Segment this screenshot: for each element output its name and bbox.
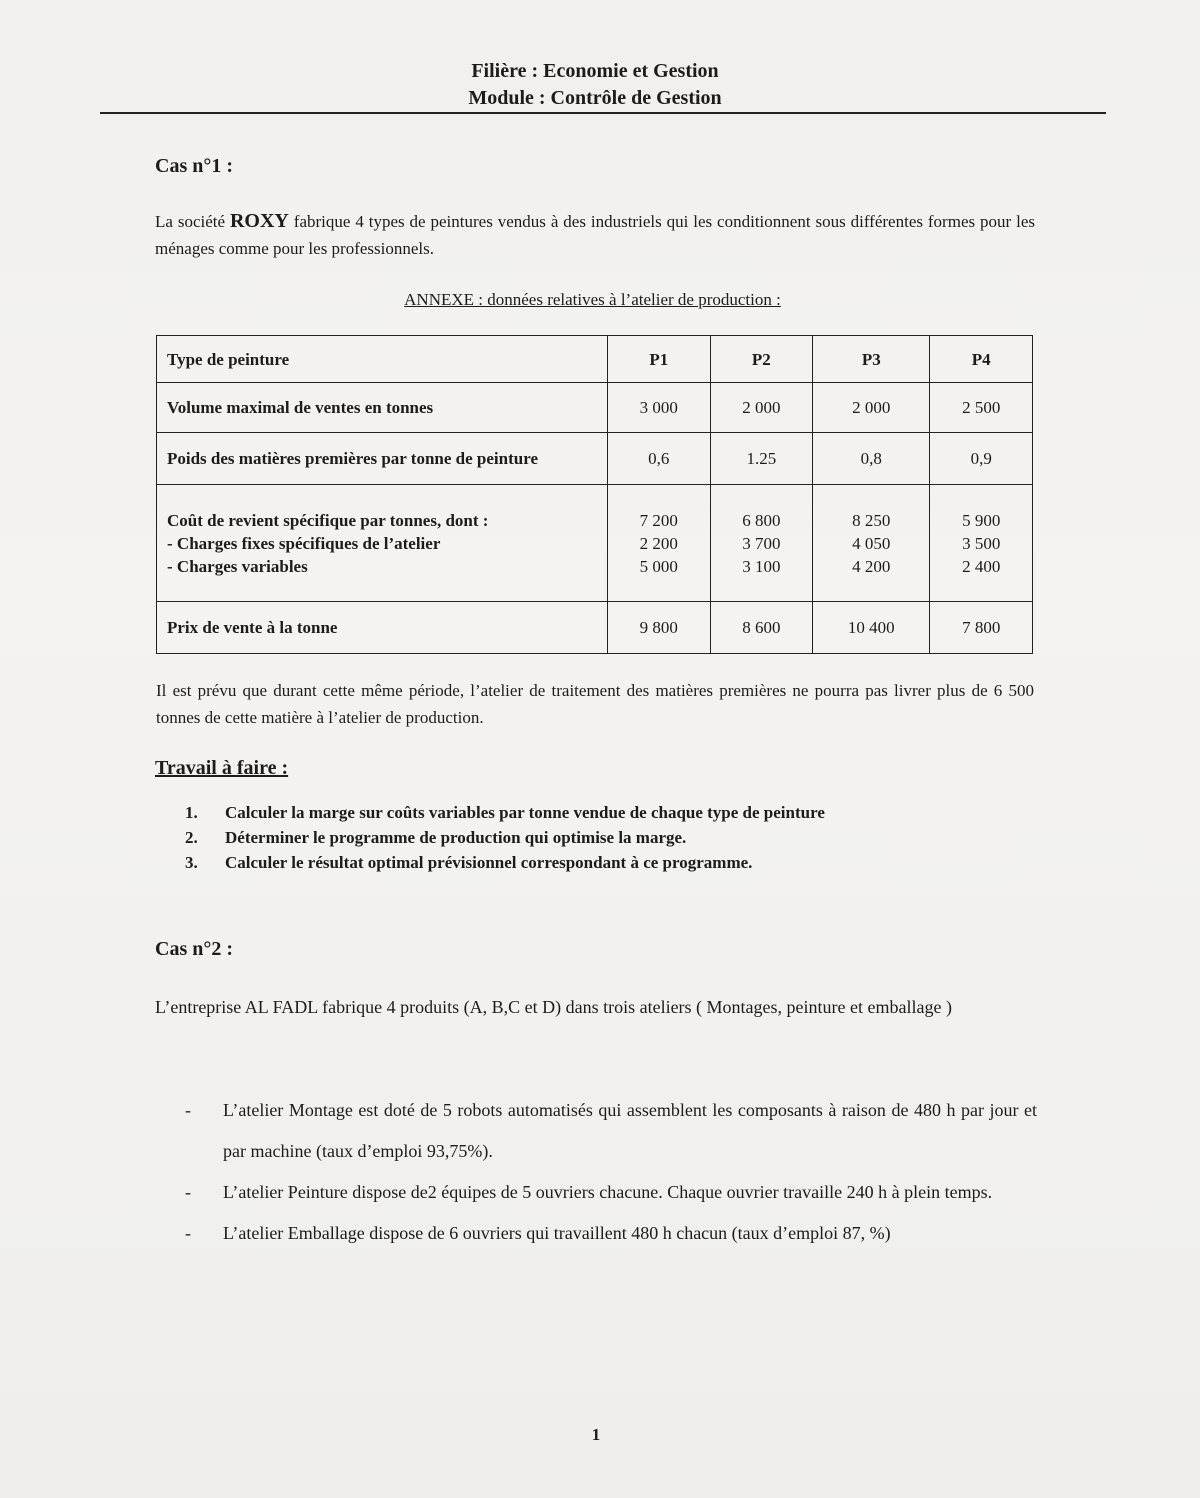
cas1-title: Cas n°1 : — [155, 155, 234, 177]
cas2-bullet-list — [185, 1090, 1037, 1254]
cout-value: 7 200 — [639, 510, 678, 530]
variables-value: 2 400 — [962, 556, 1001, 576]
table-cell — [813, 485, 930, 602]
task-text: Calculer le résultat optimal prévisionnel correspondant à ce programme. — [225, 853, 753, 872]
intro-before: La société — [155, 212, 230, 231]
task-number: 1. — [185, 803, 198, 822]
production-table — [156, 335, 1033, 654]
document-header — [0, 58, 1190, 112]
list-item — [185, 1172, 1037, 1213]
cout-label: Coût de revient spécifique par tonnes, dont : — [167, 510, 489, 530]
task-number: 2. — [185, 828, 198, 847]
company-name: ROXY — [229, 210, 289, 232]
fixes-value: 2 200 — [639, 533, 678, 553]
table-cell — [608, 485, 711, 602]
bullet-dash: - — [185, 1182, 191, 1202]
table-cell: 0,6 — [608, 433, 711, 485]
task-number: 3. — [185, 853, 198, 872]
variables-value: 3 100 — [742, 556, 781, 576]
table-header-row — [157, 336, 1033, 383]
table-cell: 0,8 — [813, 433, 930, 485]
table-cell: 10 400 — [813, 602, 930, 654]
table-cell: 8 600 — [710, 602, 813, 654]
table-cell: P2 — [710, 336, 813, 383]
cout-value: 5 900 — [962, 510, 1001, 530]
cas2-title: Cas n°2 : — [155, 938, 234, 960]
table-cell: Poids des matières premières par tonne de peinture — [157, 433, 608, 485]
table-cell: P3 — [813, 336, 930, 383]
task-text: Déterminer le programme de production qui optimise la marge. — [225, 828, 687, 847]
cas2-intro: L’entreprise AL FADL fabrique 4 produits (A, B,C et D) dans trois ateliers ( Montages, peinture et emballage ) — [155, 997, 952, 1017]
table-cell: Type de peinture — [157, 336, 608, 383]
fixes-value: 4 050 — [852, 533, 891, 553]
cout-value: 6 800 — [742, 510, 781, 530]
cas1-note: Il est prévu que durant cette même période, l’atelier de traitement des matières premières ne pourra pas livrer plus de 6 500 tonnes de cette matière à l’atelier de production. — [156, 681, 1034, 727]
bullet-text: L’atelier Montage est doté de 5 robots automatisés qui assemblent les composants à raison de 480 h par jour et par machine (taux d’emploi 93,75%). — [223, 1100, 1037, 1161]
table-cell — [157, 485, 608, 602]
table-cell: 1.25 — [710, 433, 813, 485]
cout-value: 8 250 — [852, 510, 891, 530]
variables-value: 5 000 — [639, 556, 678, 576]
table-cell: 3 000 — [608, 383, 711, 433]
table-row — [157, 433, 1033, 485]
table-cell — [930, 485, 1033, 602]
variables-value: 4 200 — [852, 556, 891, 576]
list-item — [185, 850, 825, 875]
table-cell: 2 000 — [710, 383, 813, 433]
module-line: Module : Contrôle de Gestion — [468, 87, 722, 109]
variables-label: - Charges variables — [167, 556, 308, 576]
page-number: 1 — [591, 1425, 601, 1444]
table-cell: P1 — [608, 336, 711, 383]
table-cell — [710, 485, 813, 602]
table-cell: 7 800 — [930, 602, 1033, 654]
filiere-line: Filière : Economie et Gestion — [471, 60, 719, 82]
table-row — [157, 485, 1033, 602]
bullet-text: L’atelier Peinture dispose de2 équipes de 5 ouvriers chacune. Chaque ouvrier travaille 240 h à plein temps. — [223, 1182, 993, 1202]
bullet-dash: - — [185, 1100, 191, 1120]
table-cell: 2 000 — [813, 383, 930, 433]
table-cell: Volume maximal de ventes en tonnes — [157, 383, 608, 433]
table-cell: 9 800 — [608, 602, 711, 654]
travail-title: Travail à faire : — [155, 757, 289, 779]
intro-after: fabrique 4 types de peintures vendus à des industriels qui les conditionnent sous différentes formes pour les ménages comme pour les professionnels. — [155, 212, 1035, 258]
bullet-dash: - — [185, 1223, 191, 1243]
table-cell: Prix de vente à la tonne — [157, 602, 608, 654]
list-item — [185, 825, 825, 850]
list-item — [185, 800, 825, 825]
table-cell: 0,9 — [930, 433, 1033, 485]
fixes-value: 3 500 — [962, 533, 1001, 553]
table-row — [157, 383, 1033, 433]
header-rule — [100, 112, 1106, 114]
task-text: Calculer la marge sur coûts variables par tonne vendue de chaque type de peinture — [225, 803, 825, 822]
table-cell: 2 500 — [930, 383, 1033, 433]
table-row — [157, 602, 1033, 654]
fixes-value: 3 700 — [742, 533, 781, 553]
annexe-title: ANNEXE : données relatives à l’atelier de production : — [404, 290, 781, 309]
bullet-text: L’atelier Emballage dispose de 6 ouvriers qui travaillent 480 h chacun (taux d’emploi 87, %) — [223, 1223, 891, 1243]
table-cell: P4 — [930, 336, 1033, 383]
fixes-label: - Charges fixes spécifiques de l’atelier — [167, 533, 441, 553]
cas1-intro — [155, 208, 1035, 262]
task-list — [185, 800, 825, 875]
list-item — [185, 1213, 1037, 1254]
list-item — [185, 1090, 1037, 1172]
